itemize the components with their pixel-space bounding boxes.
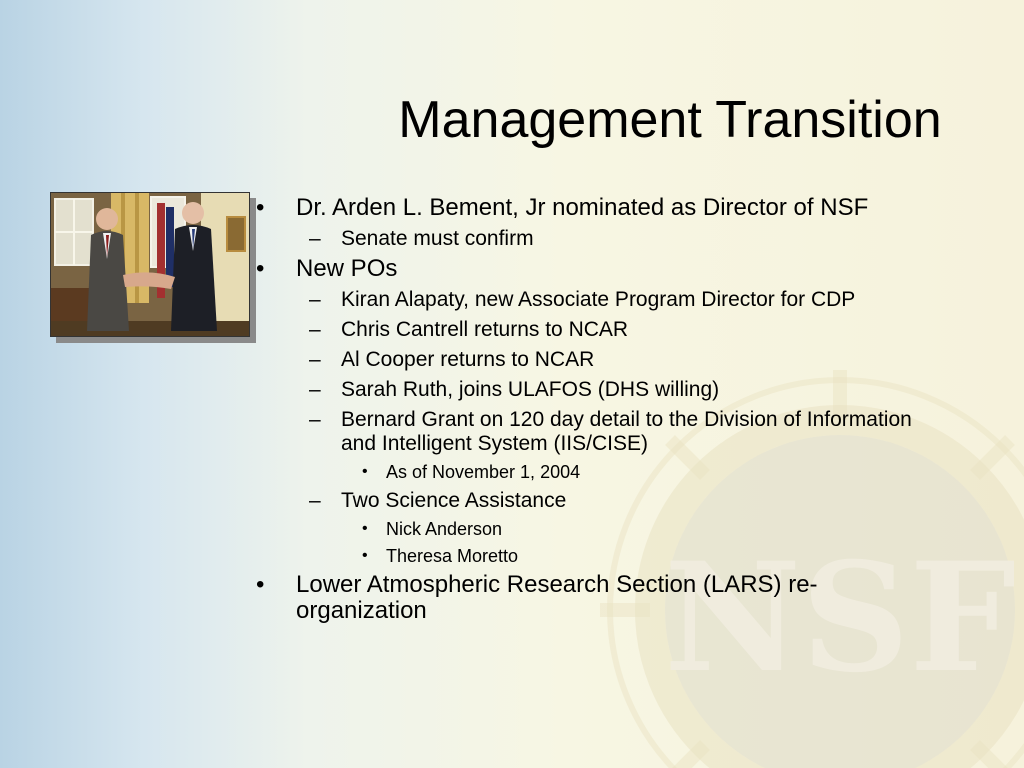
sub-bullet-text: Kiran Alapaty, new Associate Program Director for CDP xyxy=(341,288,856,311)
bullet-text: New POs xyxy=(296,255,398,282)
bullet-marker: • xyxy=(362,520,368,537)
dash-marker: – xyxy=(309,318,321,341)
bullet-item xyxy=(256,195,936,221)
photo xyxy=(50,192,250,337)
dash-marker: – xyxy=(309,288,321,311)
sub-bullet-text: Al Cooper returns to NCAR xyxy=(341,348,595,371)
sub-bullet-item xyxy=(256,348,936,372)
sub-bullet-item xyxy=(256,408,936,456)
bullet-item xyxy=(256,572,936,624)
dash-marker: – xyxy=(309,227,321,250)
bullet-marker: • xyxy=(362,463,368,480)
sub-bullet-item xyxy=(256,489,936,513)
sub-bullet-item xyxy=(256,318,936,342)
sub-sub-bullet-text: As of November 1, 2004 xyxy=(386,462,581,482)
bullet-marker: • xyxy=(362,547,368,564)
bullet-item xyxy=(256,256,936,282)
dash-marker: – xyxy=(309,408,321,431)
sub-bullet-text: Senate must confirm xyxy=(341,227,534,250)
sub-bullet-item xyxy=(256,378,936,402)
sub-bullet-item xyxy=(256,227,936,251)
sub-bullet-text: Bernard Grant on 120 day detail to the Division of Information and Intelligent System (IIS/CISE) xyxy=(341,408,912,455)
sub-sub-bullet-item xyxy=(256,545,936,567)
bullet-text: Dr. Arden L. Bement, Jr nominated as Director of NSF xyxy=(296,194,869,221)
bullet-text: Lower Atmospheric Research Section (LARS) re-organization xyxy=(296,571,818,624)
sub-sub-bullet-text: Theresa Moretto xyxy=(386,546,519,566)
sub-bullet-text: Chris Cantrell returns to NCAR xyxy=(341,318,629,341)
sub-sub-bullet-item xyxy=(256,461,936,483)
photo-two-men-handshake xyxy=(51,193,249,336)
sub-bullet-text: Sarah Ruth, joins ULAFOS (DHS willing) xyxy=(341,378,720,401)
watermark-text: NSF xyxy=(664,530,1016,706)
sub-bullet-item xyxy=(256,288,936,312)
dash-marker: – xyxy=(309,489,321,512)
sub-sub-bullet-item xyxy=(256,518,936,540)
bullet-list xyxy=(256,195,936,624)
bullet-marker: • xyxy=(256,571,265,598)
dash-marker: – xyxy=(309,378,321,401)
bullet-content xyxy=(256,190,936,624)
bullet-marker: • xyxy=(256,194,265,221)
slide-title: Management Transition xyxy=(398,91,942,149)
bullet-marker: • xyxy=(256,255,265,282)
dash-marker: – xyxy=(309,348,321,371)
sub-bullet-text: Two Science Assistance xyxy=(341,489,567,512)
sub-sub-bullet-text: Nick Anderson xyxy=(386,519,503,539)
